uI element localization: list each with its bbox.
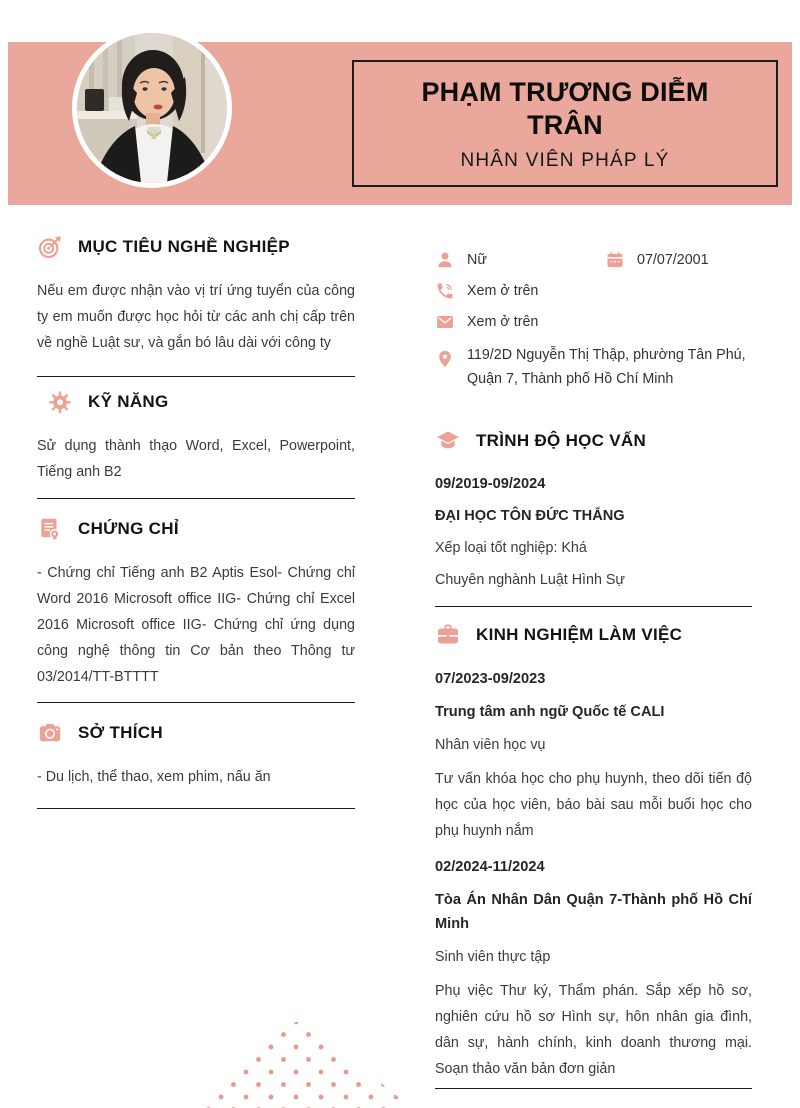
experience-entry xyxy=(435,856,752,1082)
person-icon xyxy=(435,250,455,270)
gear-icon xyxy=(47,389,73,415)
section-education xyxy=(435,428,752,601)
education-school: ĐẠI HỌC TÔN ĐỨC THẮNG xyxy=(435,508,625,524)
education-period: 09/2019-09/2024 xyxy=(435,476,546,492)
name-plate xyxy=(352,60,778,187)
divider xyxy=(37,376,355,377)
experience-desc: Phụ việc Thư ký, Thẩm phán. Sắp xếp hồ sơ, nghiên cứu hồ sơ Hình sự, hôn nhân gia đình, dân sự, hành chính, kinh doanh thương mại. Soạn thảo văn bản đơn giản xyxy=(435,983,752,1077)
section-skills-header xyxy=(37,389,355,415)
experience-org: Trung tâm anh ngữ Quốc tế CALI xyxy=(435,704,665,720)
divider xyxy=(37,702,355,703)
objective-text: Nếu em được nhận vào vị trí ứng tuyển của công ty em muốn được học hỏi từ các anh chị cấp trên về nghề Luật sư, và gắn bó lâu dài với công ty xyxy=(37,283,355,351)
section-title: SỞ THÍCH xyxy=(78,723,163,742)
divider xyxy=(37,808,355,809)
experience-org: Tòa Án Nhân Dân Quận 7-Thành phố Hồ Chí Minh xyxy=(435,892,752,932)
contact-row-address xyxy=(435,343,752,391)
experience-role: Sinh viên thực tập xyxy=(435,949,551,965)
section-certificates-header xyxy=(37,516,355,542)
education-grade: Xếp loại tốt nghiệp: Khá xyxy=(435,540,587,556)
section-experience xyxy=(435,622,752,1092)
target-icon xyxy=(37,234,63,260)
dob-value: 07/07/2001 xyxy=(637,252,709,268)
section-title: KỸ NĂNG xyxy=(88,392,169,411)
education-entry xyxy=(435,473,752,591)
certificate-icon xyxy=(37,516,63,542)
email-value: Xem ở trên xyxy=(467,314,539,330)
calendar-icon xyxy=(605,250,625,270)
divider xyxy=(435,606,752,607)
section-skills xyxy=(37,389,355,485)
job-title: NHÂN VIÊN PHÁP LÝ xyxy=(460,149,670,171)
section-hobbies xyxy=(37,720,355,790)
gender-value: Nữ xyxy=(467,252,487,268)
experience-desc: Tư vấn khóa học cho phụ huynh, theo dõi tiến độ học của học viên, báo bài sau mỗi buổi học cho phụ huynh nắm xyxy=(435,771,752,839)
location-pin-icon xyxy=(435,349,455,369)
section-title: TRÌNH ĐỘ HỌC VẤN xyxy=(476,431,647,450)
person-name: PHẠM TRƯƠNG DIỄM TRÂN xyxy=(421,76,709,140)
hobbies-text: - Du lịch, thể thao, xem phim, nấu ăn xyxy=(37,769,271,785)
divider xyxy=(37,498,355,499)
phone-value: Xem ở trên xyxy=(467,283,539,299)
section-title: CHỨNG CHỈ xyxy=(78,519,179,538)
section-title: MỤC TIÊU NGHỀ NGHIỆP xyxy=(78,237,290,256)
contact-info xyxy=(435,250,752,402)
divider xyxy=(435,1088,752,1089)
phone-icon xyxy=(435,281,455,301)
contact-row-email xyxy=(435,312,752,332)
section-experience-header xyxy=(435,622,752,648)
camera-icon xyxy=(37,720,63,746)
section-objective-header xyxy=(37,234,355,260)
address-value: 119/2D Nguyễn Thị Thập, phường Tân Phú, Quận 7, Thành phố Hồ Chí Minh xyxy=(467,347,746,387)
experience-period: 02/2024-11/2024 xyxy=(435,859,545,875)
section-title: KINH NGHIỆM LÀM VIỆC xyxy=(476,625,683,644)
graduation-cap-icon xyxy=(435,428,461,454)
education-major: Chuyên nghành Luật Hình Sự xyxy=(435,572,626,588)
section-education-header xyxy=(435,428,752,454)
briefcase-icon xyxy=(435,622,461,648)
skills-text: Sử dụng thành thạo Word, Excel, Powerpoint, Tiếng anh B2 xyxy=(37,438,355,480)
envelope-icon xyxy=(435,312,455,332)
experience-period: 07/2023-09/2023 xyxy=(435,671,546,687)
contact-row-phone xyxy=(435,281,752,301)
section-hobbies-header xyxy=(37,720,355,746)
certificates-text: - Chứng chỉ Tiếng anh B2 Aptis Esol- Chứng chỉ Word 2016 Microsoft office IIG- Chứng chỉ Excel 2016 Microsoft office IIG- Chứng chỉ ứng dụng công nghệ thông tin Cơ bản theo Thông tư 03/2014/TT-BTTTT xyxy=(37,565,355,685)
contact-row-gender-dob xyxy=(435,250,752,270)
profile-photo xyxy=(72,28,232,188)
experience-role: Nhân viên học vụ xyxy=(435,737,546,753)
experience-entry xyxy=(435,668,752,844)
profile-photo-illustration xyxy=(77,33,227,183)
section-objective xyxy=(37,234,355,356)
section-certificates xyxy=(37,516,355,690)
